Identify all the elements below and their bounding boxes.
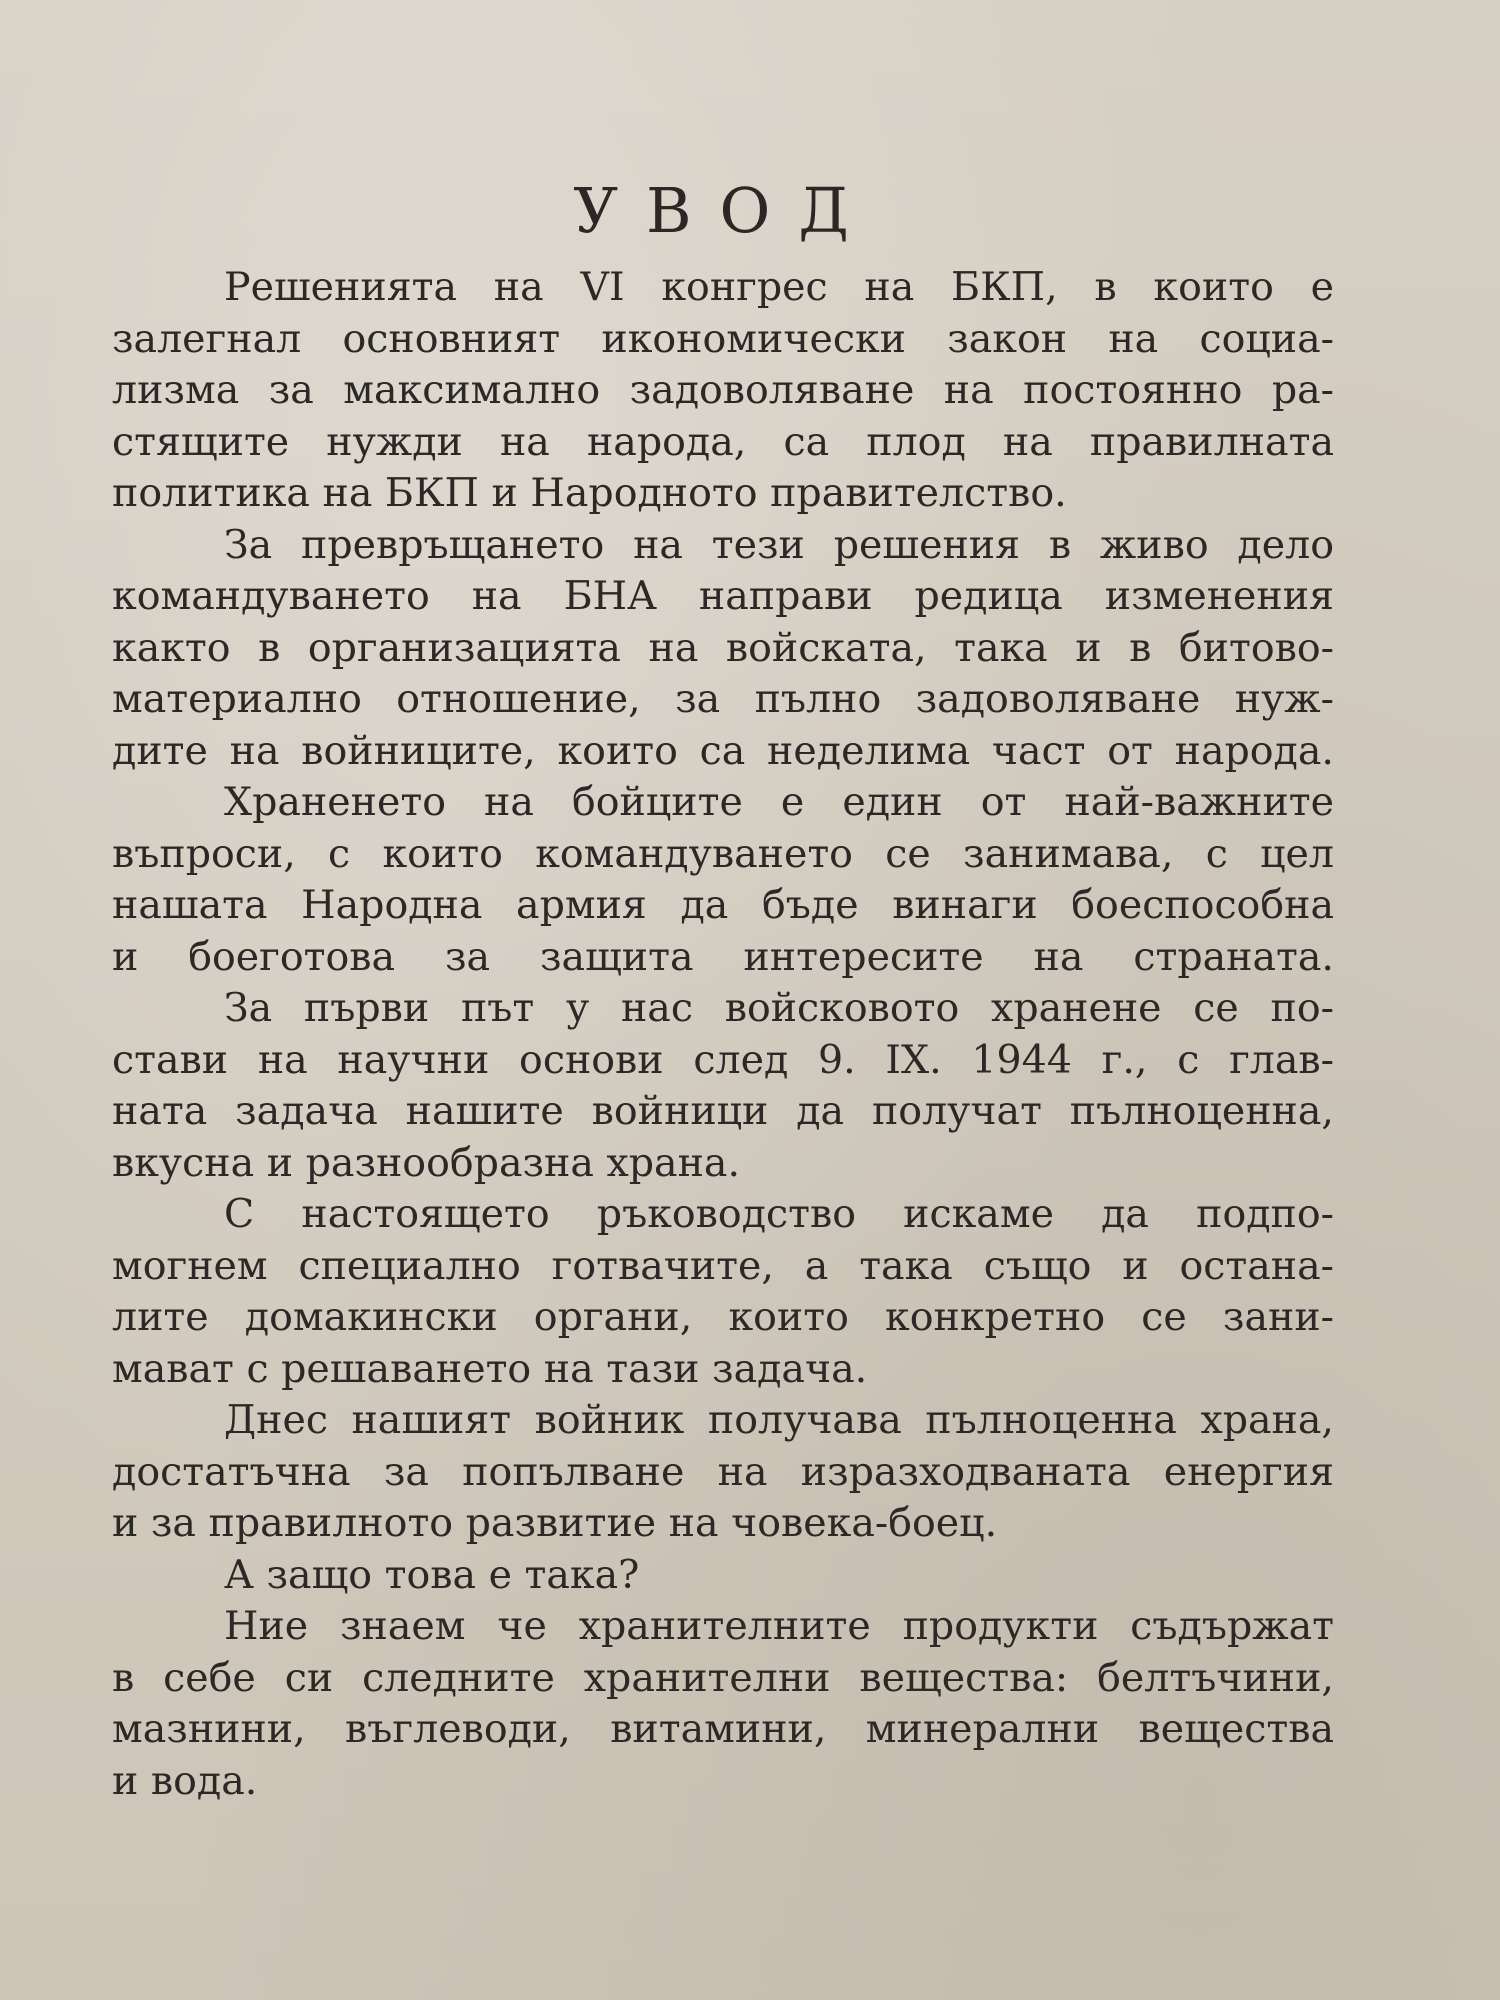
text-line: дите на войниците, които са неделима част от народа. <box>112 727 1334 774</box>
text-line: Храненето на бойците е един от най-важните <box>224 779 1334 825</box>
paragraph-7 <box>112 1550 1334 1602</box>
text-line: нашата Народна армия да бъде винаги боеспособна <box>112 882 1334 928</box>
page-title: УВОД <box>573 173 877 247</box>
paragraph-8 <box>112 1601 1334 1807</box>
text-line: стящите нужди на народа, са плод на правилната <box>112 418 1334 465</box>
text-line: залегнал основният икономически закон на социа- <box>112 315 1334 362</box>
text-line: могнем специално готвачите, а така също и остана- <box>112 1242 1334 1289</box>
text-line: мават с решаването на тази задача. <box>112 1345 868 1392</box>
body-text <box>112 262 1334 1807</box>
text-line: лите домакински органи, които конкретно се зани- <box>112 1294 1334 1340</box>
text-line: мазнини, въглеводи, витамини, минерални вещества <box>112 1706 1334 1752</box>
text-line: и вода. <box>112 1757 258 1804</box>
text-line: политика на БКП и Народното правителство. <box>112 470 1067 516</box>
text-line: както в организацията на войската, така и в битово- <box>112 624 1334 671</box>
paragraph-1 <box>112 262 1334 520</box>
text-line: вкусна и разнообразна храна. <box>112 1139 741 1186</box>
text-line: С настоящето ръководство искаме да подпо- <box>224 1191 1334 1237</box>
text-line: въпроси, с които командуването се занимава, с цел <box>112 830 1334 877</box>
paragraph-6 <box>112 1395 1334 1550</box>
paragraph-2 <box>112 520 1334 778</box>
text-line: и боеготова за защита интересите на страната. <box>112 933 1334 980</box>
text-line: и за правилното развитие на човека-боец. <box>112 1500 998 1546</box>
text-line: Ние знаем че хранителните продукти съдържат <box>224 1603 1334 1649</box>
paragraph-4 <box>112 983 1334 1189</box>
text-line: лизма за максимално задоволяване на постоянно ра- <box>112 367 1334 413</box>
text-line: Решенията на VI конгрес на БКП, в които е <box>224 264 1334 310</box>
paragraph-5 <box>112 1189 1334 1395</box>
text-line: достатъчна за попълване на изразходваната енергия <box>112 1448 1334 1495</box>
text-line: материално отношение, за пълно задоволяване нуж- <box>112 676 1334 722</box>
text-line: А защо това е така? <box>224 1551 640 1598</box>
text-line: стави на научни основи след 9. IX. 1944 г., с глав- <box>112 1036 1334 1083</box>
text-line: Днес нашият войник получава пълноценна храна, <box>224 1397 1334 1443</box>
text-line: За превръщането на тези решения в живо дело <box>224 521 1334 568</box>
text-line: командуването на БНА направи редица изменения <box>112 573 1334 619</box>
text-line: в себе си следните хранителни вещества: белтъчини, <box>112 1654 1334 1701</box>
text-line: За първи път у нас войсковото хранене се по- <box>224 985 1334 1031</box>
text-line: ната задача нашите войници да получат пълноценна, <box>112 1088 1334 1134</box>
paragraph-3 <box>112 777 1334 983</box>
